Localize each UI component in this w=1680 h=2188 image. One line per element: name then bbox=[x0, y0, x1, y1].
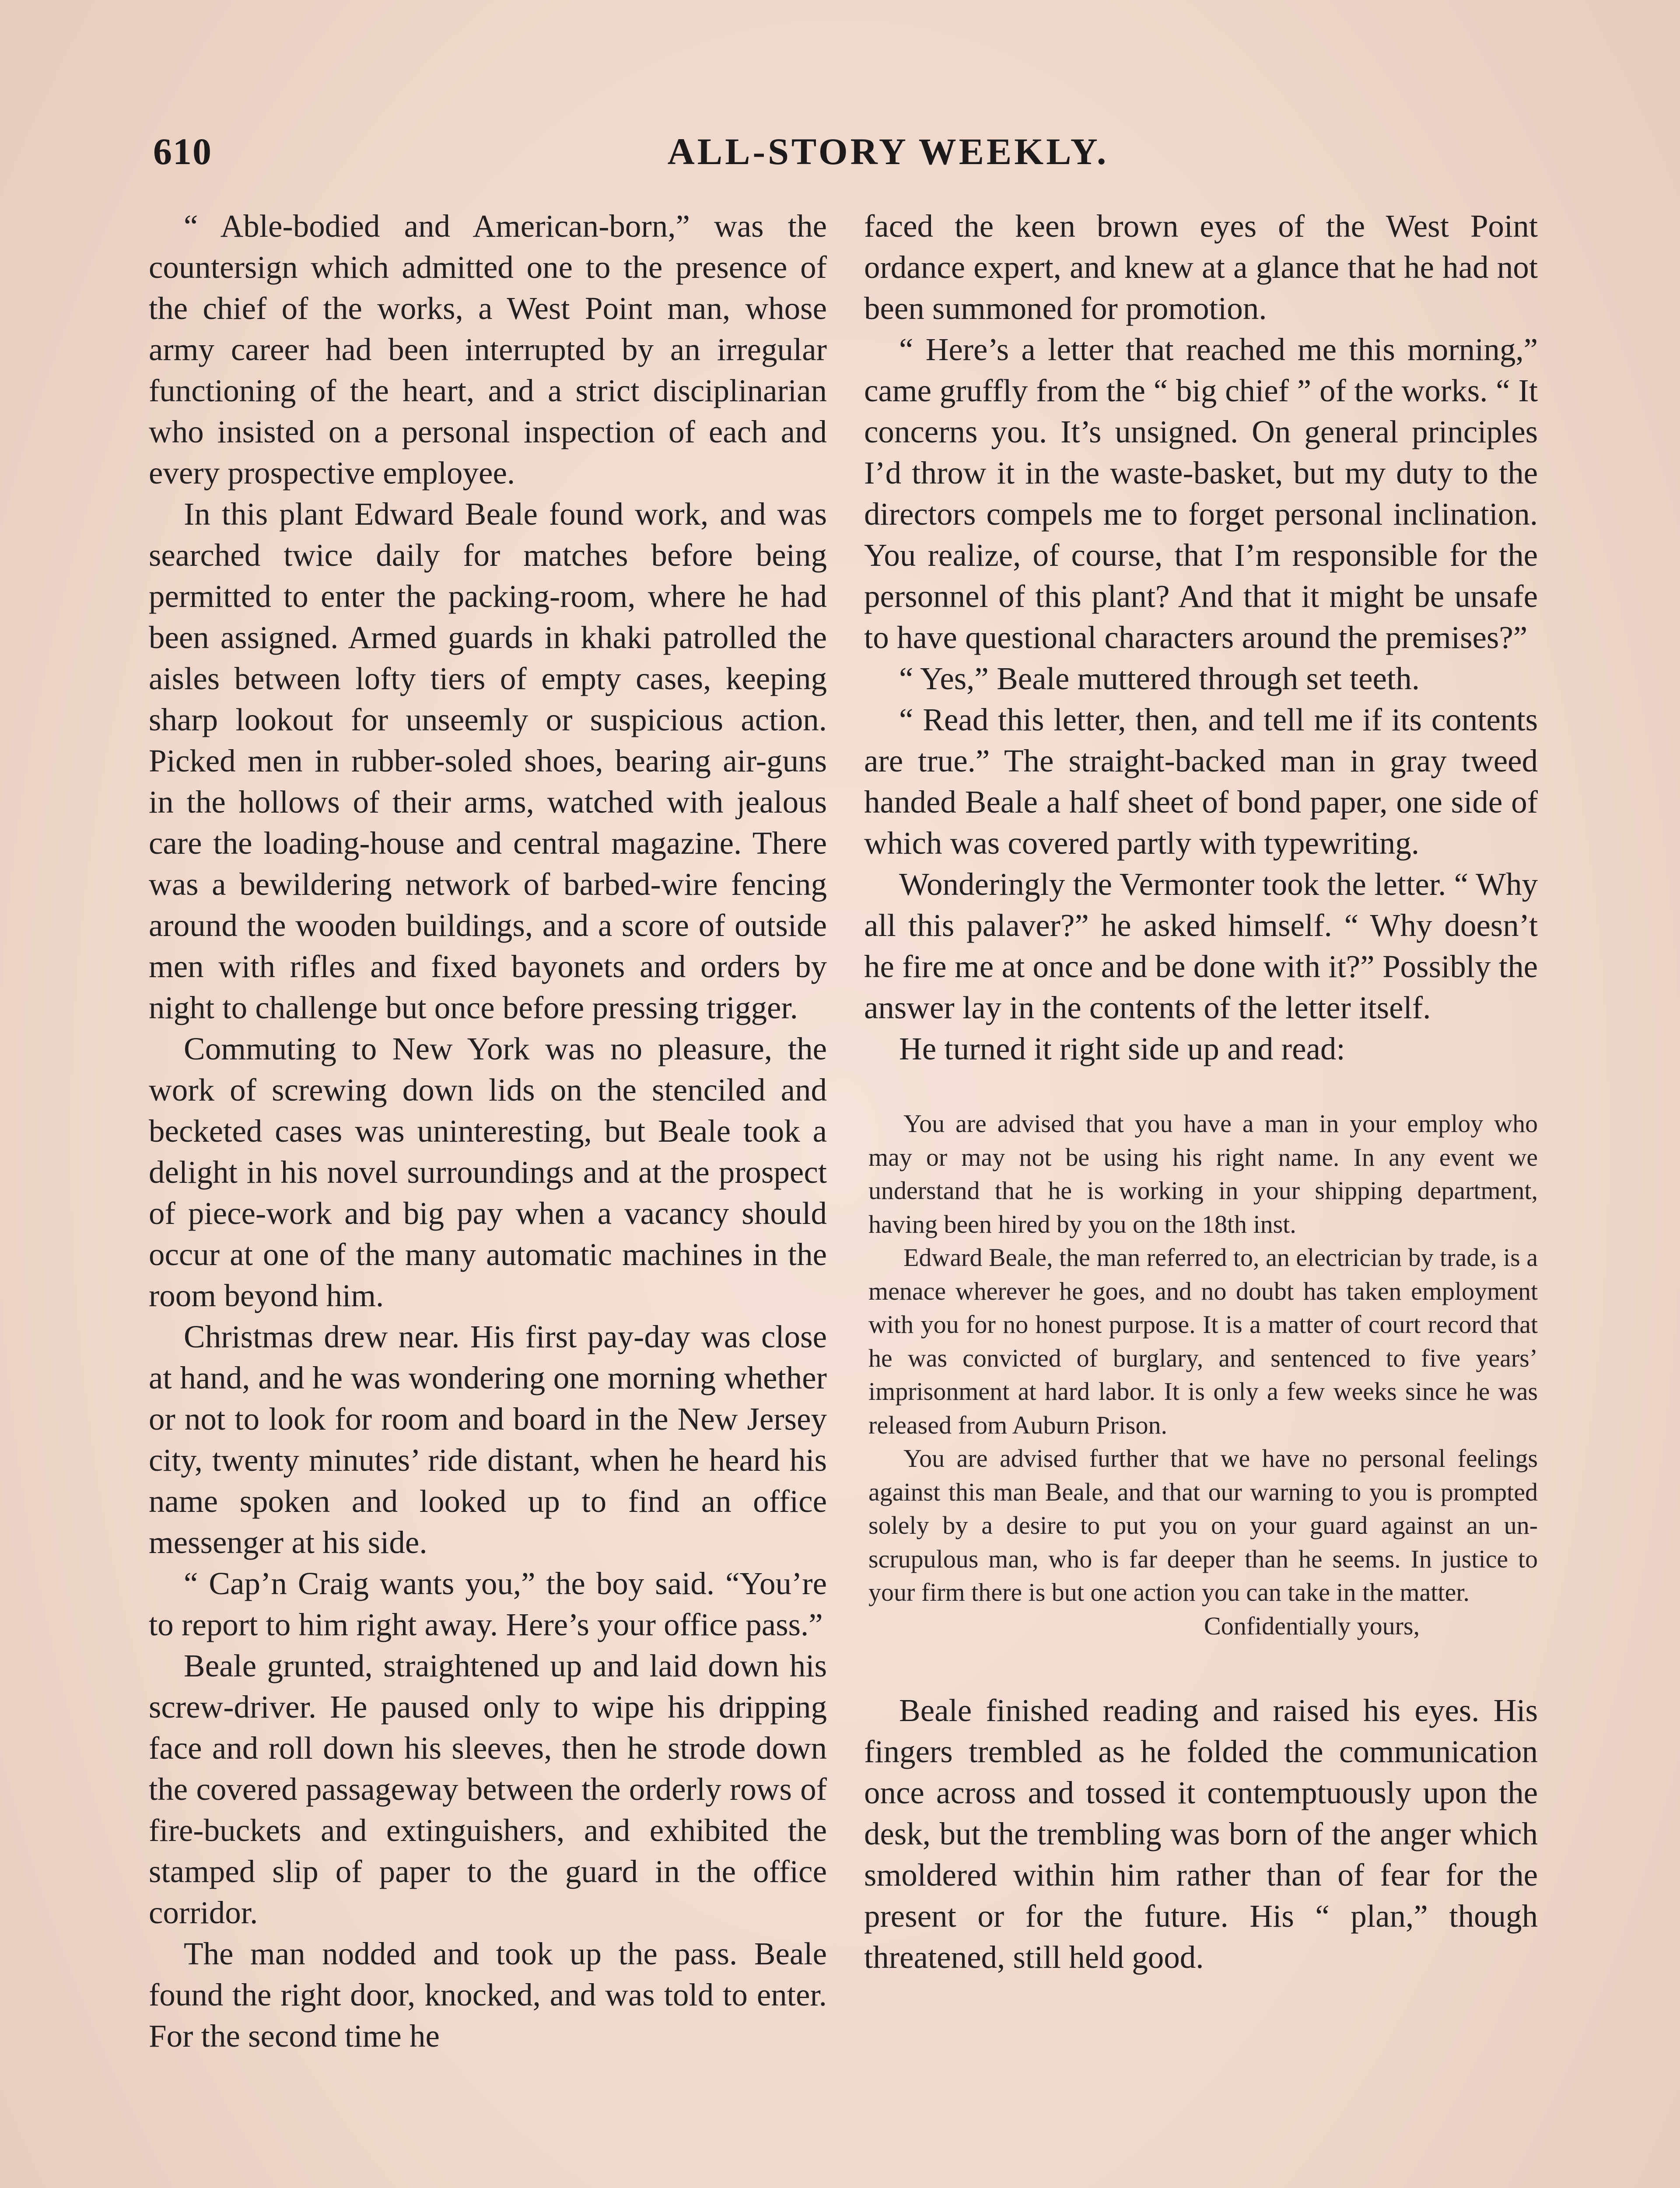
right-column bbox=[864, 206, 1538, 1978]
letter-paragraph: You are advised further that we have no personal feelings against this man Beale, and that our warning to you is prompted solely by a desire to put you on your guard against an unscrupulous man, who is far deeper than he seems. In justice to your firm there is but one action you can take in the matter. bbox=[868, 1444, 1538, 1606]
paragraph: “ Cap’n Craig wants you,” the boy said. “You’re to report to him right away. Here’s your office pass.” bbox=[149, 1566, 827, 1642]
running-head: ALL-STORY WEEKLY. bbox=[667, 130, 1109, 172]
paragraph: He turned it right side up and read: bbox=[899, 1031, 1345, 1066]
paragraph: “ Here’s a letter that reached me this morning,” came gruffly from the “ big chief ” of the works. “ It concerns you. It’s unsigned. On general principles I’d throw it in the waste-basket, but my duty to the directors compels me to forget personal inclination. You realize, of course, that I’m responsible for the personnel of this plant? And that it might be unsafe to have questional characters around the premises?” bbox=[864, 332, 1538, 655]
paragraph: Beale grunted, straightened up and laid down his screw-driver. He paused only to wipe his dripping face and roll down his sleeves, then he strode down the covered passageway between the orderly rows of fire-buckets and extinguishers, and exhibited the stamped slip of paper to the guard in the office corridor. bbox=[149, 1648, 827, 1930]
paragraph: Commuting to New York was no pleasure, the work of screwing down lids on the stenciled and becketed cases was uninteresting, but Beale took a delight in his novel surroundings and at the prospect of piece-work and big pay when a vacancy should occur at one of the many automatic machines in the room beyond him. bbox=[149, 1031, 827, 1313]
paragraph: faced the keen brown eyes of the West Point ordance expert, and knew at a glance that he had not been summoned for promotion. bbox=[864, 208, 1538, 326]
paragraph: Christmas drew near. His first pay-day was close at hand, and he was wondering one morning whether or not to look for room and board in the New Jersey city, twenty minutes’ ride distant, when he heard his name spoken and looked up to find an office messenger at his side. bbox=[149, 1319, 827, 1560]
paragraph: The man nodded and took up the pass. Beale found the right door, knocked, and was told to enter. For the second time he bbox=[149, 1936, 827, 2054]
quoted-letter bbox=[864, 1107, 1538, 1643]
paragraph: “ Read this letter, then, and tell me if its contents are true.” The straight-backed man in gray tweed handed Beale a half sheet of bond paper, one side of which was covered partly with typewriting. bbox=[864, 702, 1538, 861]
paragraph: “ Yes,” Beale muttered through set teeth. bbox=[899, 661, 1420, 696]
letter-paragraph: Edward Beale, the man referred to, an electrician by trade, is a menace wherever he goes, and no doubt has taken employment with you for no honest purpose. It is a matter of court record that he was convicted of burglary, and sentenced to five years’ imprisonment at hard labor. It is only a few weeks since he was released from Auburn Prison. bbox=[868, 1243, 1538, 1439]
paragraph: Wonderingly the Vermonter took the letter. “ Why all this palaver?” he asked himself. “ Why doesn’t he fire me at once and be done with it?” Possibly the answer lay in the contents of the letter itself. bbox=[864, 866, 1538, 1025]
paragraph: In this plant Edward Beale found work, and was searched twice daily for matches before being permitted to enter the packing-room, where he had been assigned. Armed guards in khaki patrolled the aisles between lofty tiers of empty cases, keeping sharp lookout for unseemly or suspicious action. Picked men in rubber-soled shoes, bearing air-guns in the hollows of their arms, watched with jealous care the loading-house and central magazine. There was a bewildering network of barbed-wire fencing around the wooden buildings, and a score of outside men with rifles and fixed bayonets and orders by night to challenge but once before pressing trigger. bbox=[149, 496, 827, 1025]
paragraph: Beale finished reading and raised his eyes. His fingers trembled as he folded the communication once across and tossed it contemptuously upon the desk, but the trembling was born of the anger which smoldered within him rather than of fear for the present or for the future. His “ plan,” though threatened, still held good. bbox=[864, 1693, 1538, 1975]
page-number: 610 bbox=[153, 130, 212, 172]
paragraph: “ Able-bodied and American-born,” was the countersign which admitted one to the presence of the chief of the works, a West Point man, whose army career had been interrupted by an irregular functioning of the heart, and a strict disciplinarian who insisted on a personal inspection of each and every prospective employee. bbox=[149, 208, 827, 491]
page-header bbox=[149, 130, 1540, 186]
left-column bbox=[149, 206, 827, 2057]
letter-paragraph: You are advised that you have a man in your employ who may or may not be using his right name. In any event we understand that he is working in your shipping department, having been hired by you on the 18th inst. bbox=[868, 1109, 1538, 1238]
letter-closing: Confidentially yours, bbox=[1204, 1611, 1420, 1640]
